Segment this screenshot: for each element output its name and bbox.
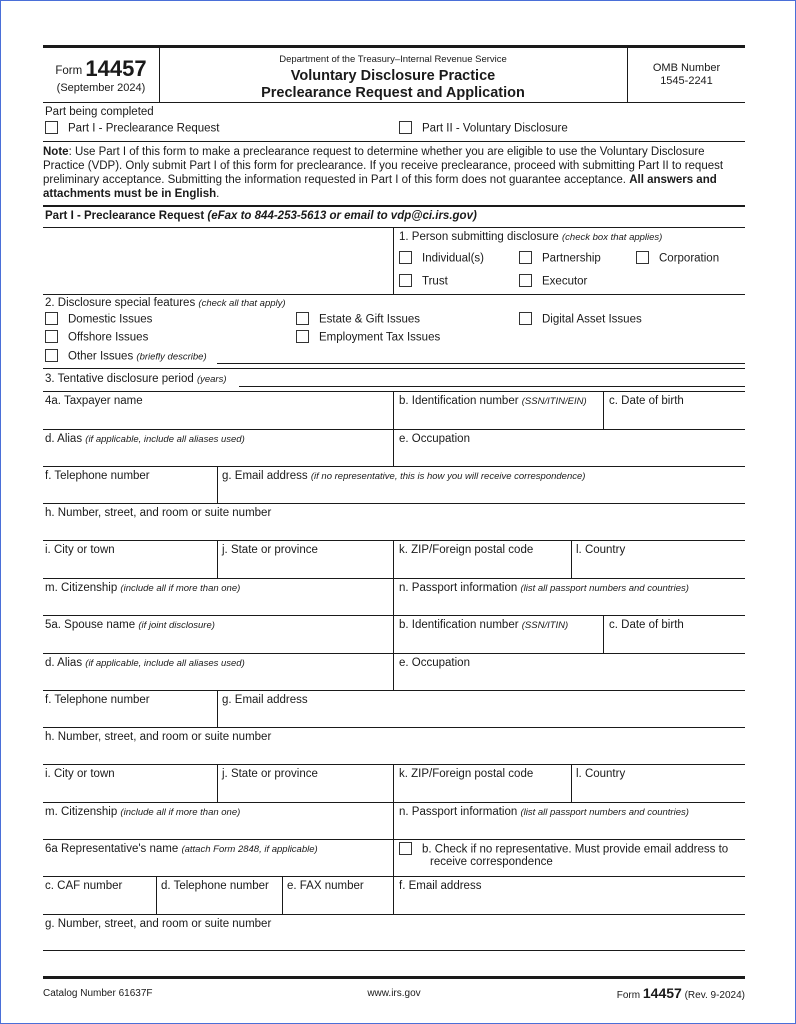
form-14457 (43, 45, 745, 930)
form-number: 14457 (85, 56, 147, 81)
taxpayer-email-label: g. Email address (222, 470, 308, 482)
col-divider (393, 653, 394, 690)
col-divider (393, 802, 394, 839)
rep-name-hint: (attach Form 2848, if applicable) (181, 844, 318, 855)
spouse-occupation-field[interactable]: e. Occupation (399, 657, 470, 669)
col-divider (156, 876, 157, 914)
divider (43, 503, 745, 504)
omb-label: OMB Number (652, 62, 721, 74)
divider (43, 727, 745, 728)
spouse-citizenship-field[interactable] (45, 806, 240, 818)
taxpayer-state-field[interactable]: j. State or province (222, 544, 318, 556)
irs-website: www.irs.gov (367, 988, 421, 999)
part2-option[interactable] (399, 122, 568, 135)
q1-option-executor[interactable] (519, 275, 587, 288)
q1-option-trust[interactable] (399, 275, 448, 288)
taxpayer-street-field[interactable]: h. Number, street, and room or suite number (45, 507, 272, 519)
col-divider (217, 466, 218, 503)
rep-email-field[interactable]: f. Email address (399, 880, 482, 892)
part1-heading (45, 210, 477, 222)
q2-label (45, 297, 286, 309)
q3-hint: (years) (196, 374, 227, 385)
taxpayer-city-field[interactable]: i. City or town (45, 544, 115, 556)
footer-form-id (617, 985, 745, 1001)
no-rep-label-line2: receive correspondence (430, 856, 553, 868)
rep-phone-field[interactable]: d. Telephone number (161, 880, 269, 892)
divider (43, 690, 745, 691)
taxpayer-dob-field[interactable]: c. Date of birth (609, 395, 684, 407)
q1-divider (393, 227, 394, 294)
offshore-checkbox[interactable] (45, 330, 58, 343)
corporation-label: Corporation (659, 252, 720, 265)
taxpayer-zip-field[interactable]: k. ZIP/Foreign postal code (399, 544, 534, 556)
q1-label (399, 231, 662, 243)
rep-street-field[interactable]: g. Number, street, and room or suite number (45, 918, 272, 930)
form-id-box (43, 48, 160, 103)
col-divider (571, 540, 572, 578)
taxpayer-occupation-field[interactable]: e. Occupation (399, 433, 470, 445)
col-divider (217, 540, 218, 578)
spouse-id-label: b. Identification number (399, 619, 519, 631)
omb-box (627, 48, 745, 103)
divider (43, 540, 745, 541)
no-rep-checkbox[interactable] (399, 842, 412, 855)
part2-checkbox[interactable] (399, 121, 412, 134)
rep-caf-field[interactable]: c. CAF number (45, 880, 123, 892)
taxpayer-email-hint: (if no representative, this is how you will receive correspondence) (310, 471, 586, 482)
col-divider (393, 391, 394, 429)
taxpayer-country-field[interactable]: l. Country (576, 544, 626, 556)
divider (43, 368, 745, 369)
taxpayer-passport-label: n. Passport information (399, 582, 518, 594)
part2-option-label: Part II - Voluntary Disclosure (422, 122, 568, 135)
spouse-country-field[interactable]: l. Country (576, 768, 626, 780)
spouse-name-label: 5a. Spouse name (45, 619, 136, 631)
col-divider (393, 839, 394, 876)
form-header (43, 45, 745, 103)
q1-hint: (check box that applies) (562, 232, 663, 243)
taxpayer-alias-label: d. Alias (45, 433, 83, 445)
employment-tax-checkbox[interactable] (296, 330, 309, 343)
form-title-line1: Voluntary Disclosure Practice (290, 68, 496, 84)
disclosure-period-input[interactable] (239, 386, 745, 387)
q2-option-domestic[interactable] (45, 313, 152, 326)
spouse-id-field[interactable] (399, 619, 568, 631)
divider (43, 294, 745, 295)
divider (43, 466, 745, 467)
q2-option-offshore[interactable] (45, 331, 148, 344)
part1-top-rule (43, 205, 745, 207)
other-checkbox[interactable] (45, 349, 58, 362)
other-label: Other Issues (68, 350, 134, 363)
rep-name-label: 6a Representative's name (45, 843, 179, 855)
col-divider (393, 764, 394, 802)
part1-checkbox[interactable] (45, 121, 58, 134)
divider (43, 764, 745, 765)
note-bold-tail: All answers and attachments must be in English (43, 174, 717, 200)
spouse-passport-field[interactable] (399, 806, 689, 818)
q2-option-digital-asset[interactable] (519, 313, 642, 326)
taxpayer-phone-field[interactable]: f. Telephone number (45, 470, 150, 482)
col-divider (393, 540, 394, 578)
spouse-state-field[interactable]: j. State or province (222, 768, 318, 780)
taxpayer-passport-hint: (list all passport numbers and countries) (520, 583, 689, 594)
divider (43, 578, 745, 579)
note-paragraph (43, 145, 745, 201)
estate-gift-checkbox[interactable] (296, 312, 309, 325)
col-divider (603, 615, 604, 653)
taxpayer-email-field[interactable] (222, 470, 585, 482)
q3-label-text: 3. Tentative disclosure period (45, 373, 194, 385)
part1-option[interactable] (45, 122, 220, 135)
no-rep-option[interactable] (399, 843, 728, 856)
spouse-city-field[interactable]: i. City or town (45, 768, 115, 780)
divider (43, 141, 745, 142)
form-word: Form (55, 65, 83, 77)
divider (43, 227, 745, 228)
q2-label-text: 2. Disclosure special features (45, 297, 196, 309)
digital-asset-checkbox[interactable] (519, 312, 532, 325)
spouse-alias-field[interactable] (45, 657, 245, 669)
form-date: (September 2024) (56, 82, 146, 94)
q1-option-partnership[interactable] (519, 252, 601, 265)
partnership-checkbox[interactable] (519, 251, 532, 264)
col-divider (393, 578, 394, 615)
no-rep-label-line1: b. Check if no representative. Must provide email address to (422, 843, 729, 856)
divider (43, 839, 745, 840)
spouse-alias-label: d. Alias (45, 657, 83, 669)
spouse-alias-hint: (if applicable, include all aliases used) (85, 658, 245, 669)
col-divider (393, 876, 394, 914)
divider (43, 876, 745, 877)
spouse-passport-label: n. Passport information (399, 806, 518, 818)
spouse-email-field[interactable]: g. Email address (222, 694, 308, 706)
divider (43, 391, 745, 392)
department-name: Department of the Treasury–Internal Revenue Service (279, 54, 507, 65)
partnership-label: Partnership (542, 252, 601, 265)
footer-form-number: 14457 (642, 985, 682, 1001)
divider (43, 429, 745, 430)
divider (43, 615, 745, 616)
divider (43, 802, 745, 803)
q3-label (45, 373, 227, 385)
col-divider (571, 764, 572, 802)
other-hint: (briefly describe) (136, 351, 207, 363)
taxpayer-citizenship-hint: (include all if more than one) (120, 583, 241, 594)
form-title-box (160, 48, 626, 103)
spouse-zip-field[interactable]: k. ZIP/Foreign postal code (399, 768, 534, 780)
taxpayer-alias-field[interactable] (45, 433, 245, 445)
form-title-line2: Preclearance Request and Application (261, 85, 525, 101)
spouse-dob-field[interactable]: c. Date of birth (609, 619, 684, 631)
note-body: : Use Part I of this form to make a preclearance request to determine whether you are eligible to use the Voluntary Disclosure Practice (VDP). Only submit Part I of this form for preclearance. If you receive preclearance, proceed with submitting Part II to request preliminary acceptance. Submitting the information requested in Part I of this form does not guarantee acceptance. (43, 146, 724, 186)
other-issues-input[interactable] (217, 363, 745, 364)
part1-title-hint: (eFax to 844-253-5613 or email to vdp@ci.irs.gov) (204, 210, 477, 222)
taxpayer-citizenship-field[interactable] (45, 582, 240, 594)
taxpayer-name-field[interactable]: 4a. Taxpayer name (45, 395, 143, 407)
col-divider (393, 615, 394, 653)
rep-fax-field[interactable]: e. FAX number (287, 880, 364, 892)
omb-number: 1545-2241 (660, 75, 713, 87)
individual-label: Individual(s) (422, 252, 484, 265)
col-divider (217, 690, 218, 727)
footer-form-word: Form (616, 990, 641, 1001)
q2-hint: (check all that apply) (198, 298, 286, 309)
individual-checkbox[interactable] (399, 251, 412, 264)
note-end: . (216, 188, 220, 200)
taxpayer-passport-field[interactable] (399, 582, 689, 594)
spouse-name-hint: (if joint disclosure) (138, 620, 215, 631)
trust-checkbox[interactable] (399, 274, 412, 287)
col-divider (603, 391, 604, 429)
divider (43, 914, 745, 915)
spouse-name-field[interactable] (45, 619, 215, 631)
note-lead: Note (43, 146, 69, 158)
taxpayer-alias-hint: (if applicable, include all aliases used) (85, 434, 245, 445)
taxpayer-id-field[interactable] (399, 395, 587, 407)
executor-label: Executor (542, 275, 588, 288)
spouse-passport-hint: (list all passport numbers and countries) (520, 807, 689, 818)
q1-label-text: 1. Person submitting disclosure (399, 231, 559, 243)
col-divider (393, 429, 394, 466)
part1-title: Part I - Preclearance Request (45, 210, 205, 222)
offshore-label: Offshore Issues (68, 331, 149, 344)
rep-name-field[interactable] (45, 843, 318, 855)
q2-option-other[interactable] (45, 350, 207, 363)
col-divider (217, 764, 218, 802)
divider (43, 653, 745, 654)
estate-gift-label: Estate & Gift Issues (319, 313, 420, 326)
executor-checkbox[interactable] (519, 274, 532, 287)
spouse-phone-field[interactable]: f. Telephone number (45, 694, 150, 706)
part1-option-label: Part I - Preclearance Request (68, 122, 220, 135)
domestic-label: Domestic Issues (68, 313, 153, 326)
q2-option-estate-gift[interactable] (296, 313, 420, 326)
corporation-checkbox[interactable] (636, 251, 649, 264)
employment-tax-label: Employment Tax Issues (319, 331, 441, 344)
col-divider (282, 876, 283, 914)
spouse-id-hint: (SSN/ITIN) (521, 620, 569, 631)
trust-label: Trust (422, 275, 448, 288)
q1-option-individual[interactable] (399, 252, 484, 265)
taxpayer-id-hint: (SSN/ITIN/EIN) (521, 396, 587, 407)
divider (43, 950, 745, 951)
spouse-citizenship-hint: (include all if more than one) (120, 807, 241, 818)
q2-option-employment-tax[interactable] (296, 331, 440, 344)
footer-revision: (Rev. 9-2024) (684, 990, 745, 1001)
spouse-citizenship-label: m. Citizenship (45, 806, 118, 818)
taxpayer-citizenship-label: m. Citizenship (45, 582, 118, 594)
form-footer (43, 976, 745, 1006)
q1-option-corporation[interactable] (636, 252, 719, 265)
domestic-checkbox[interactable] (45, 312, 58, 325)
spouse-street-field[interactable]: h. Number, street, and room or suite number (45, 731, 272, 743)
catalog-number: Catalog Number 61637F (43, 988, 153, 999)
part-being-completed-label: Part being completed (45, 106, 154, 118)
taxpayer-id-label: b. Identification number (399, 395, 519, 407)
digital-asset-label: Digital Asset Issues (542, 313, 642, 326)
